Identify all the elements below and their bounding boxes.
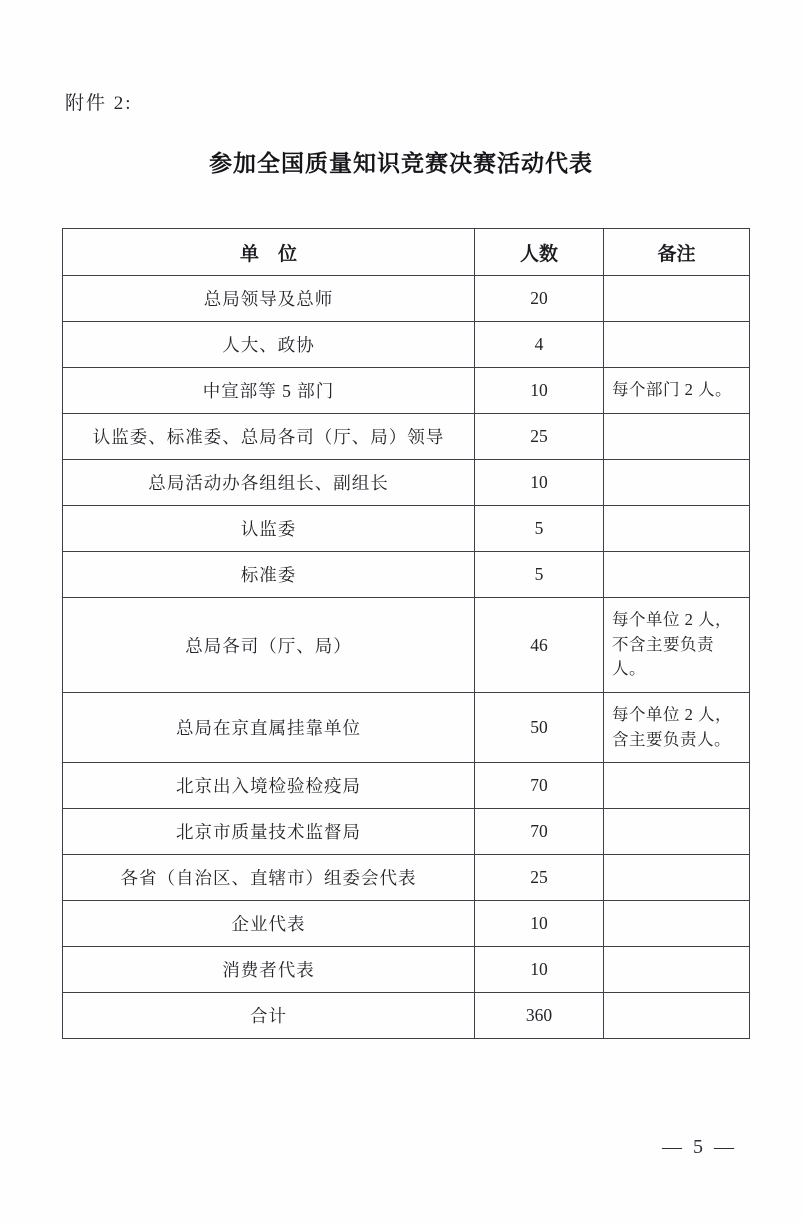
unit-cell: 消费者代表 bbox=[63, 947, 475, 993]
unit-cell: 总局活动办各组组长、副组长 bbox=[63, 460, 475, 506]
unit-cell: 认监委、标准委、总局各司（厅、局）领导 bbox=[63, 414, 475, 460]
count-cell: 25 bbox=[475, 414, 604, 460]
count-cell: 70 bbox=[475, 809, 604, 855]
note-cell bbox=[604, 460, 750, 506]
table-row bbox=[63, 809, 750, 855]
unit-cell: 总局领导及总师 bbox=[63, 276, 475, 322]
note-cell bbox=[604, 855, 750, 901]
count-cell: 4 bbox=[475, 322, 604, 368]
count-cell: 50 bbox=[475, 693, 604, 763]
unit-cell: 中宣部等 5 部门 bbox=[63, 368, 475, 414]
count-cell: 20 bbox=[475, 276, 604, 322]
note-cell bbox=[604, 947, 750, 993]
unit-cell: 各省（自治区、直辖市）组委会代表 bbox=[63, 855, 475, 901]
table-row bbox=[63, 947, 750, 993]
unit-cell: 北京市质量技术监督局 bbox=[63, 809, 475, 855]
count-cell: 46 bbox=[475, 598, 604, 693]
note-cell bbox=[604, 809, 750, 855]
header-unit: 单 位 bbox=[63, 229, 475, 276]
count-cell: 5 bbox=[475, 506, 604, 552]
note-cell bbox=[604, 276, 750, 322]
table-row bbox=[63, 276, 750, 322]
table-row bbox=[63, 322, 750, 368]
note-cell bbox=[604, 763, 750, 809]
table-row bbox=[63, 993, 750, 1039]
page-number: — 5 — bbox=[662, 1136, 737, 1158]
count-cell: 5 bbox=[475, 552, 604, 598]
table-row bbox=[63, 855, 750, 901]
table-row bbox=[63, 414, 750, 460]
note-cell bbox=[604, 322, 750, 368]
unit-cell: 合计 bbox=[63, 993, 475, 1039]
unit-cell: 企业代表 bbox=[63, 901, 475, 947]
count-cell: 10 bbox=[475, 460, 604, 506]
unit-cell: 认监委 bbox=[63, 506, 475, 552]
header-count: 人数 bbox=[475, 229, 604, 276]
unit-cell: 人大、政协 bbox=[63, 322, 475, 368]
note-cell: 每个单位 2 人，不含主要负责人。 bbox=[604, 598, 750, 693]
attachment-label: 附件 2: bbox=[65, 93, 133, 114]
count-cell: 360 bbox=[475, 993, 604, 1039]
count-cell: 70 bbox=[475, 763, 604, 809]
table-row bbox=[63, 460, 750, 506]
count-cell: 10 bbox=[475, 947, 604, 993]
unit-cell: 北京出入境检验检疫局 bbox=[63, 763, 475, 809]
note-cell bbox=[604, 414, 750, 460]
table-row bbox=[63, 552, 750, 598]
table-row bbox=[63, 368, 750, 414]
note-cell bbox=[604, 552, 750, 598]
count-cell: 10 bbox=[475, 901, 604, 947]
page-title: 参加全国质量知识竞赛决赛活动代表 bbox=[209, 150, 593, 176]
note-cell bbox=[604, 901, 750, 947]
table-header-row bbox=[63, 229, 750, 276]
table-row bbox=[63, 693, 750, 763]
count-cell: 10 bbox=[475, 368, 604, 414]
table-row bbox=[63, 598, 750, 693]
count-cell: 25 bbox=[475, 855, 604, 901]
unit-cell: 总局在京直属挂靠单位 bbox=[63, 693, 475, 763]
header-note: 备注 bbox=[604, 229, 750, 276]
note-cell: 每个部门 2 人。 bbox=[604, 368, 750, 414]
unit-cell: 标准委 bbox=[63, 552, 475, 598]
table-row bbox=[63, 506, 750, 552]
note-cell bbox=[604, 506, 750, 552]
representatives-table bbox=[62, 228, 750, 1039]
note-cell bbox=[604, 993, 750, 1039]
table-row bbox=[63, 763, 750, 809]
note-cell: 每个单位 2 人，含主要负责人。 bbox=[604, 693, 750, 763]
unit-cell: 总局各司（厅、局） bbox=[63, 598, 475, 693]
table-row bbox=[63, 901, 750, 947]
